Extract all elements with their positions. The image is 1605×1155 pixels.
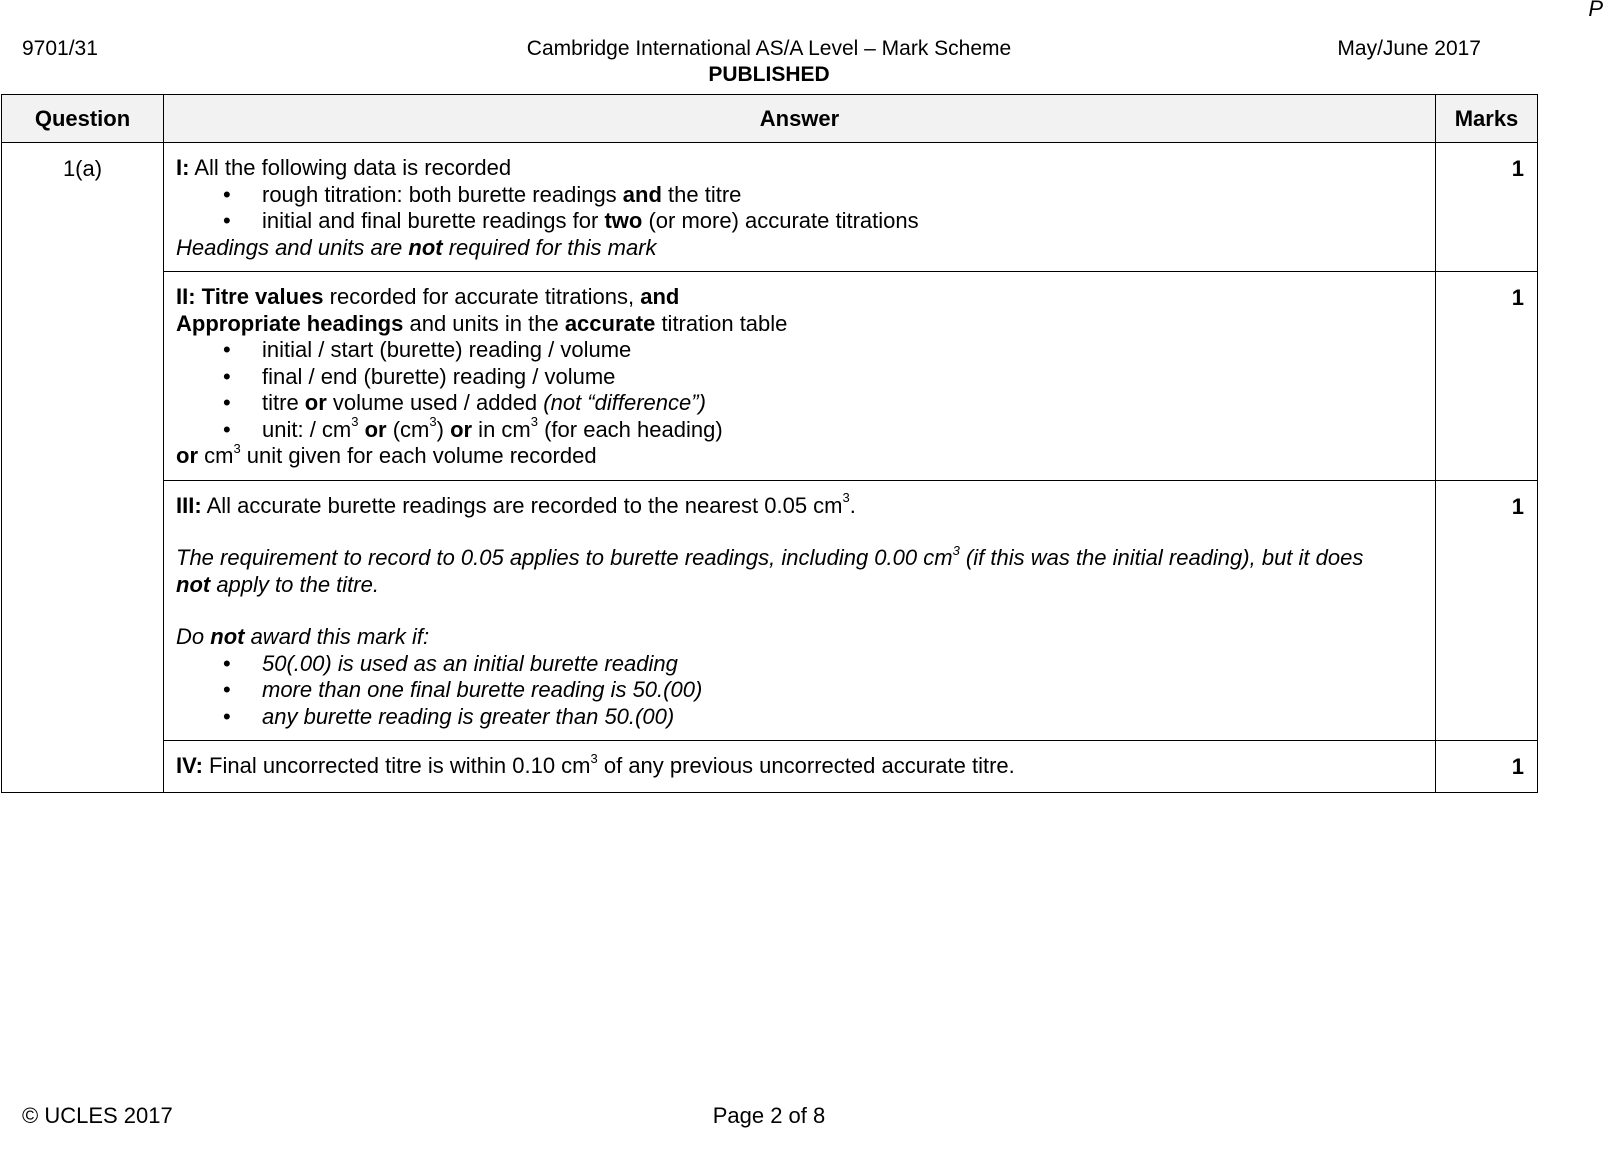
question-column-header: Question bbox=[2, 95, 164, 143]
criterion-label: III: bbox=[176, 492, 202, 518]
guidance-note: Do not award this mark if: bbox=[176, 624, 430, 649]
mark-value: 1 bbox=[1436, 480, 1538, 741]
list-item: • titre or volume used / added (not “difference”) bbox=[176, 390, 1425, 417]
paper-code: 9701/31 bbox=[22, 37, 98, 60]
document-title-block bbox=[0, 36, 1538, 88]
list-item: • initial and final burette readings for two (or more) accurate titrations bbox=[176, 208, 1425, 235]
answer-cell-iii: III: All accurate burette readings are recorded to the nearest 0.05 $cm^3$. The requirement to record to 0.05 applies to burette readings, including 0.00 $cm^3$ (if this was the initial reading), but it does not apply to the titre. Do not award this mark if: • 50(.00) is used as an initial burette reading • more than one final burette reading is 50.(00) • any burette reading is greater than 50.(00) bbox=[164, 480, 1436, 741]
marks-column-header: Marks bbox=[1436, 95, 1538, 143]
mark-value: 1 bbox=[1436, 741, 1538, 793]
list-item: • any burette reading is greater than 50.(00) bbox=[176, 704, 1425, 731]
document-title: Cambridge International AS/A Level – Mark Scheme bbox=[526, 37, 1012, 60]
criterion-text: All the following data is recorded bbox=[189, 155, 512, 180]
list-item: • 50(.00) is used as an initial burette reading bbox=[176, 651, 1425, 678]
criterion-label: II: Titre values bbox=[176, 284, 324, 309]
question-number: 1(a) bbox=[2, 143, 164, 793]
guidance-note: The requirement to record to 0.05 applies to burette readings, including 0.00 $cm^3$ (if this was the initial reading), but it does bbox=[176, 542, 1364, 570]
published-label: PUBLISHED bbox=[708, 63, 830, 86]
table-row bbox=[2, 480, 1538, 741]
list-item: • rough titration: both burette readings and the titre bbox=[176, 182, 1425, 209]
criterion-label: IV: bbox=[176, 753, 203, 778]
corner-mark: P bbox=[1588, 0, 1603, 21]
answer-cell-iv: IV: Final uncorrected titre is within 0.10 $cm^3$ of any previous uncorrected accurate titre. bbox=[164, 741, 1436, 793]
criterion-label: I: bbox=[176, 155, 190, 180]
table-row bbox=[2, 741, 1538, 793]
list-item: • more than one final burette reading is 50.(00) bbox=[176, 677, 1425, 704]
table-row bbox=[2, 143, 1538, 272]
table-header-row bbox=[2, 95, 1538, 143]
list-item: • initial / start (burette) reading / volume bbox=[176, 337, 1425, 364]
table-row bbox=[2, 272, 1538, 481]
mark-scheme-table bbox=[1, 94, 1538, 793]
answer-cell-i bbox=[164, 143, 1436, 272]
page-number: Page 2 of 8 bbox=[712, 1103, 826, 1128]
exam-session: May/June 2017 bbox=[1337, 37, 1481, 60]
guidance-note: Headings and units are not required for this mark bbox=[176, 234, 657, 260]
copyright: © UCLES 2017 bbox=[22, 1103, 173, 1128]
answer-cell-ii: II: Titre values recorded for accurate titrations, and Appropriate headings and units in the accurate titration table • initial / start (burette) reading / volume • final / end (burette) reading / volume • titre or volume used / added (not “difference”) • unit: / $cm^3$ or $(cm^3)$ or in $cm^3$ (for each heading) or $cm^3$ unit given for each volume recorded bbox=[164, 272, 1436, 481]
mark-value: 1 bbox=[1436, 143, 1538, 272]
list-item: • final / end (burette) reading / volume bbox=[176, 364, 1425, 391]
mark-value: 1 bbox=[1436, 272, 1538, 481]
answer-column-header: Answer bbox=[164, 95, 1436, 143]
list-item: • unit: / $cm^3$ or $(cm^3)$ or in $cm^3$ (for each heading) bbox=[176, 417, 1425, 444]
